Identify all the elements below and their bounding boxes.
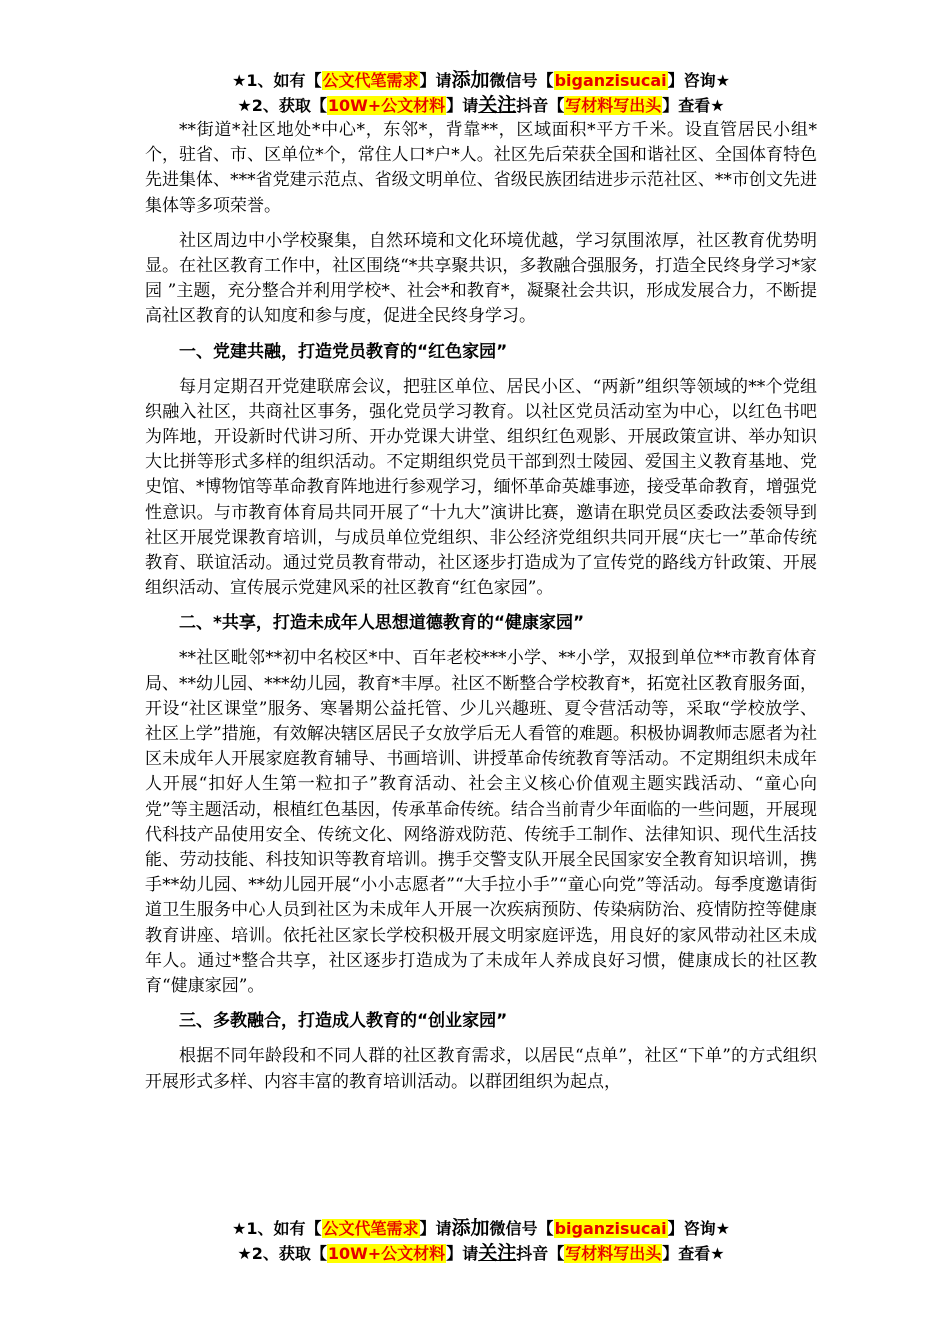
promo-highlight: 公文代笔需求 (322, 1219, 419, 1238)
section-paragraph-3: 根据不同年龄段和不同人群的社区教育需求，以居民“点单”，社区“下单”的方式组织开展形式多样、内容丰富的教育培训活动。以群团组织为起点， (145, 1046, 817, 1092)
promo-highlight: 写材料写出头 (565, 96, 662, 115)
section-paragraph-1: 每月定期召开党建联席会议，把驻区单位、居民小区、“两新”组织等领域的**个党组织融入社区，共商社区事务，强化党员学习教育。以社区党员活动室为中心，以红色书吧为阵地，开设新时代讲习所、开办党课大讲堂、组织红色观影、开展政策宣讲、举办知识大比拼等形式多样的组织活动。不定期组织党员干部到烈士陵园、爱国主义教育基地、党史馆、*博物馆等革命教育阵地进行参观学习，缅怀革命英雄事迹，接受革命教育，增强党性意识。与市教育体育局共同开展了“十九大”演讲比赛，邀请在职党员区委政法委领导到社区开展党课教育培训，与成员单位党组织、非公经济党组织共同开展“庆七一”革命传统教育、联谊活动。通过党员教育带动，社区逐步打造成为了宣传党的路线方针政策、开展组织活动、宣传展示党建风采的社区教育“红色家园”。 (145, 376, 817, 599)
promo-highlight: 公文代笔需求 (322, 71, 419, 90)
promo-line-2: ★2、获取【10W+公文材料】请关注抖音【写材料写出头】查看★ (237, 94, 725, 116)
intro-paragraph-1: **街道*社区地处*中心*，东邻*，背靠**，区域面积*平方千米。设直管居民小组*个，驻省、市、区单位*个，常住人口*户*人。社区先后荣获全国和谐社区、全国体育特色先进集体、***省党建示范点、省级文明单位、省级民族团结进步示范社区、**市创文先进集体等多项荣誉。 (145, 120, 817, 216)
promo-highlight: 10W+公文材料 (327, 1244, 446, 1263)
promo-highlight: biganzisucai (554, 1219, 667, 1238)
promo-line-2: ★2、获取【10W+公文材料】请关注抖音【写材料写出头】查看★ (237, 1242, 725, 1264)
promo-highlight: 10W+公文材料 (327, 96, 446, 115)
promo-line-1: ★1、如有【公文代笔需求】请添加微信号【biganzisucai】咨询★ (232, 69, 730, 91)
promo-line-1: ★1、如有【公文代笔需求】请添加微信号【biganzisucai】咨询★ (232, 1217, 730, 1239)
section-heading-2: 二、*共享，打造未成年人思想道德教育的“健康家园” (179, 613, 585, 634)
section-heading-1: 一、党建共融，打造党员教育的“红色家园” (179, 341, 508, 362)
section-paragraph-2: **社区毗邻**初中名校区*中、百年老校***小学、**小学，双报到单位**市教育体育局、**幼儿园、***幼儿园，教育*丰厚。社区不断整合学校教育*，拓宽社区教育服务面，开设“社区课堂”服务、寒暑期公益托管、少儿兴趣班、夏令营活动等，采取“学校放学、社区上学”措施，有效解决辖区居民子女放学后无人看管的难题。积极协调教师志愿者为社区未成年人开展家庭教育辅导、书画培训、讲授革命传统教育等活动。不定期组织未成年人开展“扣好人生第一粒扣子”教育活动、社会主义核心价值观主题实践活动、“童心向党”等主题活动，根植红色基因，传承革命传统。结合当前青少年面临的一些问题，开展现代科技产品使用安全、传统文化、网络游戏防范、传统手工制作、法律知识、现代生活技能、劳动技能、科技知识等教育培训。携手交警支队开展全民国家安全教育知识培训，携手**幼儿园、**幼儿园开展“小小志愿者”“大手拉小手”“童心向党”等活动。每季度邀请街道卫生服务中心人员到社区为未成年人开展一次疾病预防、传染病防治、疫情防控等健康教育讲座、培训。依托社区家长学校积极开展文明家庭评选，用良好的家风带动社区未成年人。通过*整合共享，社区逐步打造成为了未成年人养成良好习惯，健康成长的社区教育“健康家园”。 (145, 648, 817, 997)
article-body (145, 118, 817, 1095)
intro-paragraph-2: 社区周边中小学校聚集，自然环境和文化环境优越，学习氛围浓厚，社区教育优势明显。在社区教育工作中，社区围绕“*共享聚共识，多教融合强服务，打造全民终身学习*家园 ”主题，充分整合并利用学校*、社会*和教育*，凝聚社会共识，形成发展合力，不断提高社区教育的认知度和参与度，促进全民终身学习。 (145, 230, 817, 327)
promo-highlight: 写材料写出头 (565, 1244, 662, 1263)
promo-header (145, 68, 817, 118)
section-heading-3: 三、多教融合，打造成人教育的“创业家园” (179, 1011, 508, 1032)
promo-highlight: biganzisucai (554, 71, 667, 90)
promo-footer (145, 1216, 817, 1266)
